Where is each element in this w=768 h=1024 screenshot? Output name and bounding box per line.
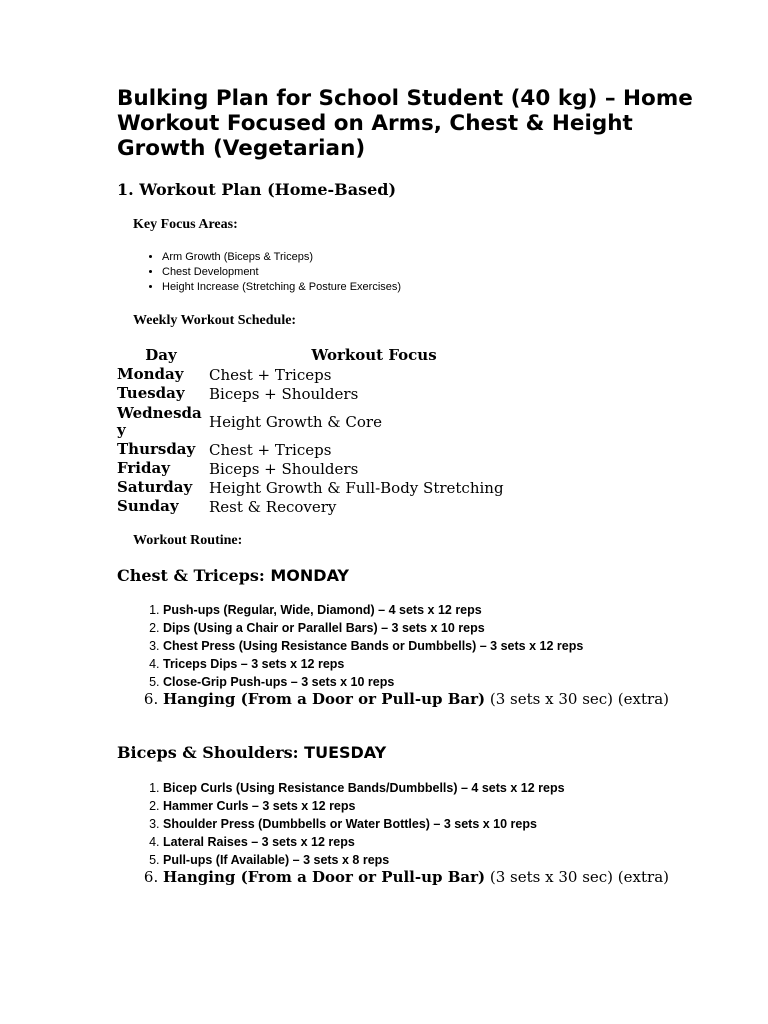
list-item: 5. Pull-ups (If Available) – 3 sets x 8 reps [163, 851, 723, 869]
column-header-focus: Workout Focus [311, 346, 437, 364]
tuesday-heading-prefix: Biceps & Shoulders: [117, 743, 305, 762]
focus-cell: Biceps + Shoulders [209, 384, 359, 403]
section-heading-workout-plan: 1. Workout Plan (Home-Based) [117, 180, 397, 199]
day-cell: Sunday [117, 497, 179, 515]
table-row [115, 365, 541, 384]
focus-cell: Rest & Recovery [209, 497, 337, 516]
extra-bold-text: Hanging (From a Door or Pull-up Bar) [163, 868, 486, 886]
weekly-schedule-table [115, 345, 541, 516]
day-cell: Saturday [117, 478, 193, 496]
schedule-label: Weekly Workout Schedule: [133, 313, 297, 328]
list-item-extra [163, 869, 723, 886]
list-item-extra [163, 691, 723, 708]
focus-cell: Biceps + Shoulders [209, 459, 359, 478]
extra-rest-text: (3 sets x 30 sec) (extra) [485, 868, 669, 886]
monday-routine-list [133, 601, 723, 708]
list-item: 2. Hammer Curls – 3 sets x 12 reps [163, 797, 723, 815]
list-item: • Arm Growth (Biceps & Triceps) [162, 250, 401, 265]
monday-heading-day: MONDAY [270, 566, 350, 585]
list-item: 5. Close-Grip Push-ups – 3 sets x 10 reps [163, 673, 723, 691]
focus-cell: Height Growth & Full-Body Stretching [209, 478, 504, 497]
day-cell: Friday [117, 459, 170, 477]
focus-cell: Height Growth & Core [209, 412, 382, 431]
key-focus-list [133, 250, 401, 295]
tuesday-routine-list [133, 779, 723, 886]
table-row [115, 384, 541, 403]
table-row [115, 497, 541, 516]
list-item: 4. Lateral Raises – 3 sets x 12 reps [163, 833, 723, 851]
table-row [115, 440, 541, 459]
monday-heading-prefix: Chest & Triceps: [117, 566, 271, 585]
day-cell: Thursday [117, 440, 196, 458]
list-item: 1. Bicep Curls (Using Resistance Bands/Dumbbells) – 4 sets x 12 reps [163, 779, 723, 797]
list-item: 1. Push-ups (Regular, Wide, Diamond) – 4 sets x 12 reps [163, 601, 723, 619]
table-row [115, 403, 541, 440]
table-row [115, 478, 541, 497]
day-cell: Wednesday [117, 403, 202, 439]
list-item: 4. Triceps Dips – 3 sets x 12 reps [163, 655, 723, 673]
list-item: 3. Shoulder Press (Dumbbells or Water Bottles) – 3 sets x 10 reps [163, 815, 723, 833]
list-item: • Chest Development [162, 265, 401, 280]
focus-cell: Chest + Triceps [209, 440, 332, 459]
table-header-row [115, 345, 541, 365]
table-row [115, 459, 541, 478]
monday-heading [117, 566, 349, 586]
day-cell: Monday [117, 365, 184, 383]
tuesday-heading [117, 743, 386, 763]
focus-cell: Chest + Triceps [209, 365, 332, 384]
tuesday-heading-day: TUESDAY [304, 743, 387, 762]
list-item: 3. Chest Press (Using Resistance Bands or Dumbbells) – 3 sets x 12 reps [163, 637, 723, 655]
day-cell: Tuesday [117, 384, 185, 402]
key-focus-label: Key Focus Areas: [133, 217, 238, 232]
list-item: • Height Increase (Stretching & Posture Exercises) [162, 280, 401, 295]
extra-rest-text: (3 sets x 30 sec) (extra) [485, 690, 669, 708]
extra-bold-text: Hanging (From a Door or Pull-up Bar) [163, 690, 486, 708]
document-title: Bulking Plan for School Student (40 kg) – Home Workout Focused on Arms, Chest & Height Growth (Vegetarian) [117, 86, 693, 161]
column-header-day: Day [145, 346, 177, 364]
list-item: 2. Dips (Using a Chair or Parallel Bars) – 3 sets x 10 reps [163, 619, 723, 637]
routine-label: Workout Routine: [133, 533, 243, 548]
